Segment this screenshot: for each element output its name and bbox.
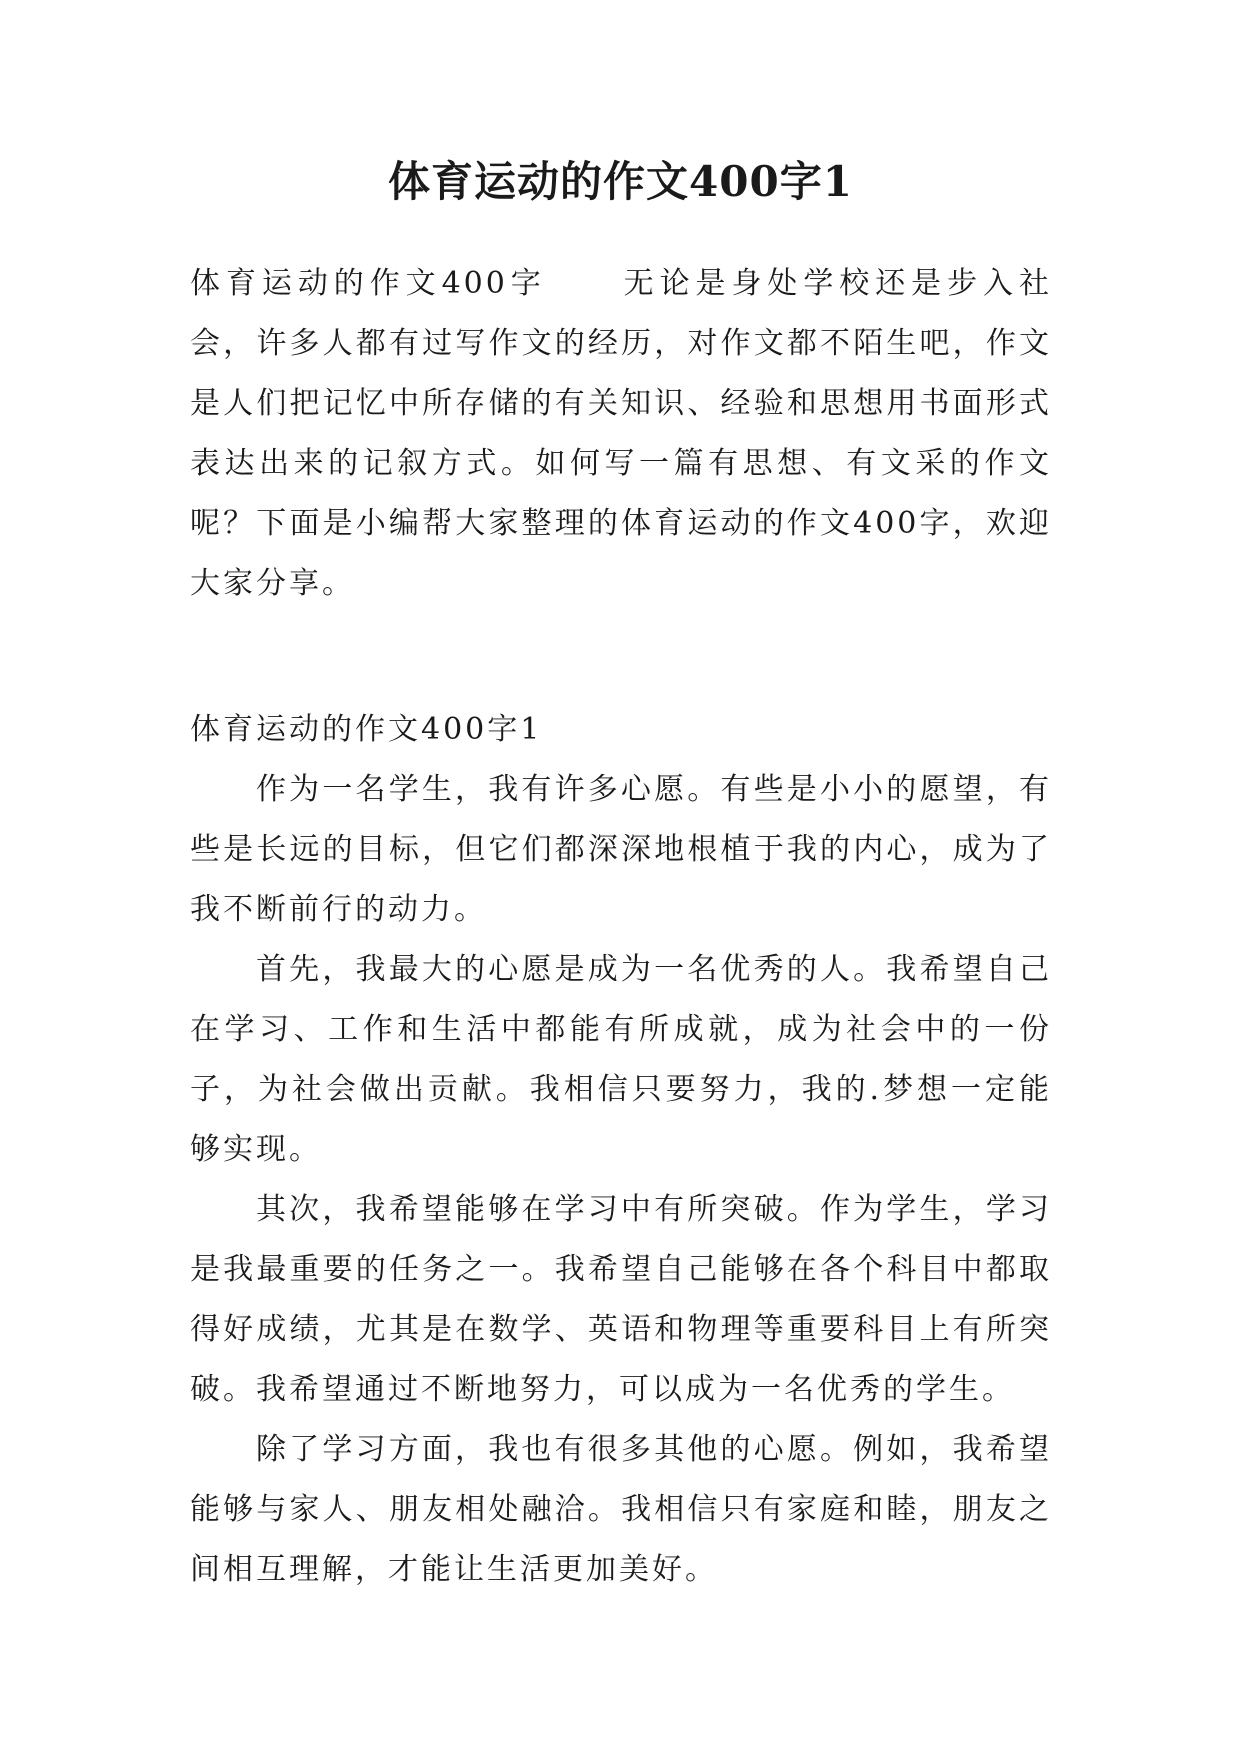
intro-paragraph (190, 254, 1052, 614)
article-paragraph: 首先，我最大的心愿是成为一名优秀的人。我希望自己在学习、工作和生活中都能有所成就，成为社会中的一份子，为社会做出贡献。我相信只要努力，我的.梦想一定能够实现。 (190, 952, 1052, 1167)
article-paragraph: 除了学习方面，我也有很多其他的心愿。例如，我希望能够与家人、朋友相处融洽。我相信只有家庭和睦，朋友之间相互理解，才能让生活更加美好。 (190, 1432, 1052, 1587)
article-section (190, 700, 1052, 1600)
intro-section (190, 254, 1052, 614)
article-paragraph: 其次，我希望能够在学习中有所突破。作为学生，学习是我最重要的任务之一。我希望自己能够在各个科目中都取得好成绩，尤其是在数学、英语和物理等重要科目上有所突破。我希望通过不断地努力，可以成为一名优秀的学生。 (190, 1192, 1052, 1407)
intro-lead: 体育运动的作文400字 (190, 266, 547, 301)
intro-text: 无论是身处学校还是步入社会，许多人都有过写作文的经历，对作文都不陌生吧，作文是人们把记忆中所存储的有关知识、经验和思想用书面形式表达出来的记叙方式。如何写一篇有思想、有文采的作文呢？下面是小编帮大家整理的体育运动的作文400字，欢迎大家分享。 (190, 266, 1052, 601)
section-heading: 体育运动的作文400字1 (190, 712, 543, 747)
document-title: 体育运动的作文400字1 (388, 157, 853, 206)
article-paragraph: 作为一名学生，我有许多心愿。有些是小小的愿望，有些是长远的目标，但它们都深深地根植于我的内心，成为了我不断前行的动力。 (190, 772, 1052, 927)
